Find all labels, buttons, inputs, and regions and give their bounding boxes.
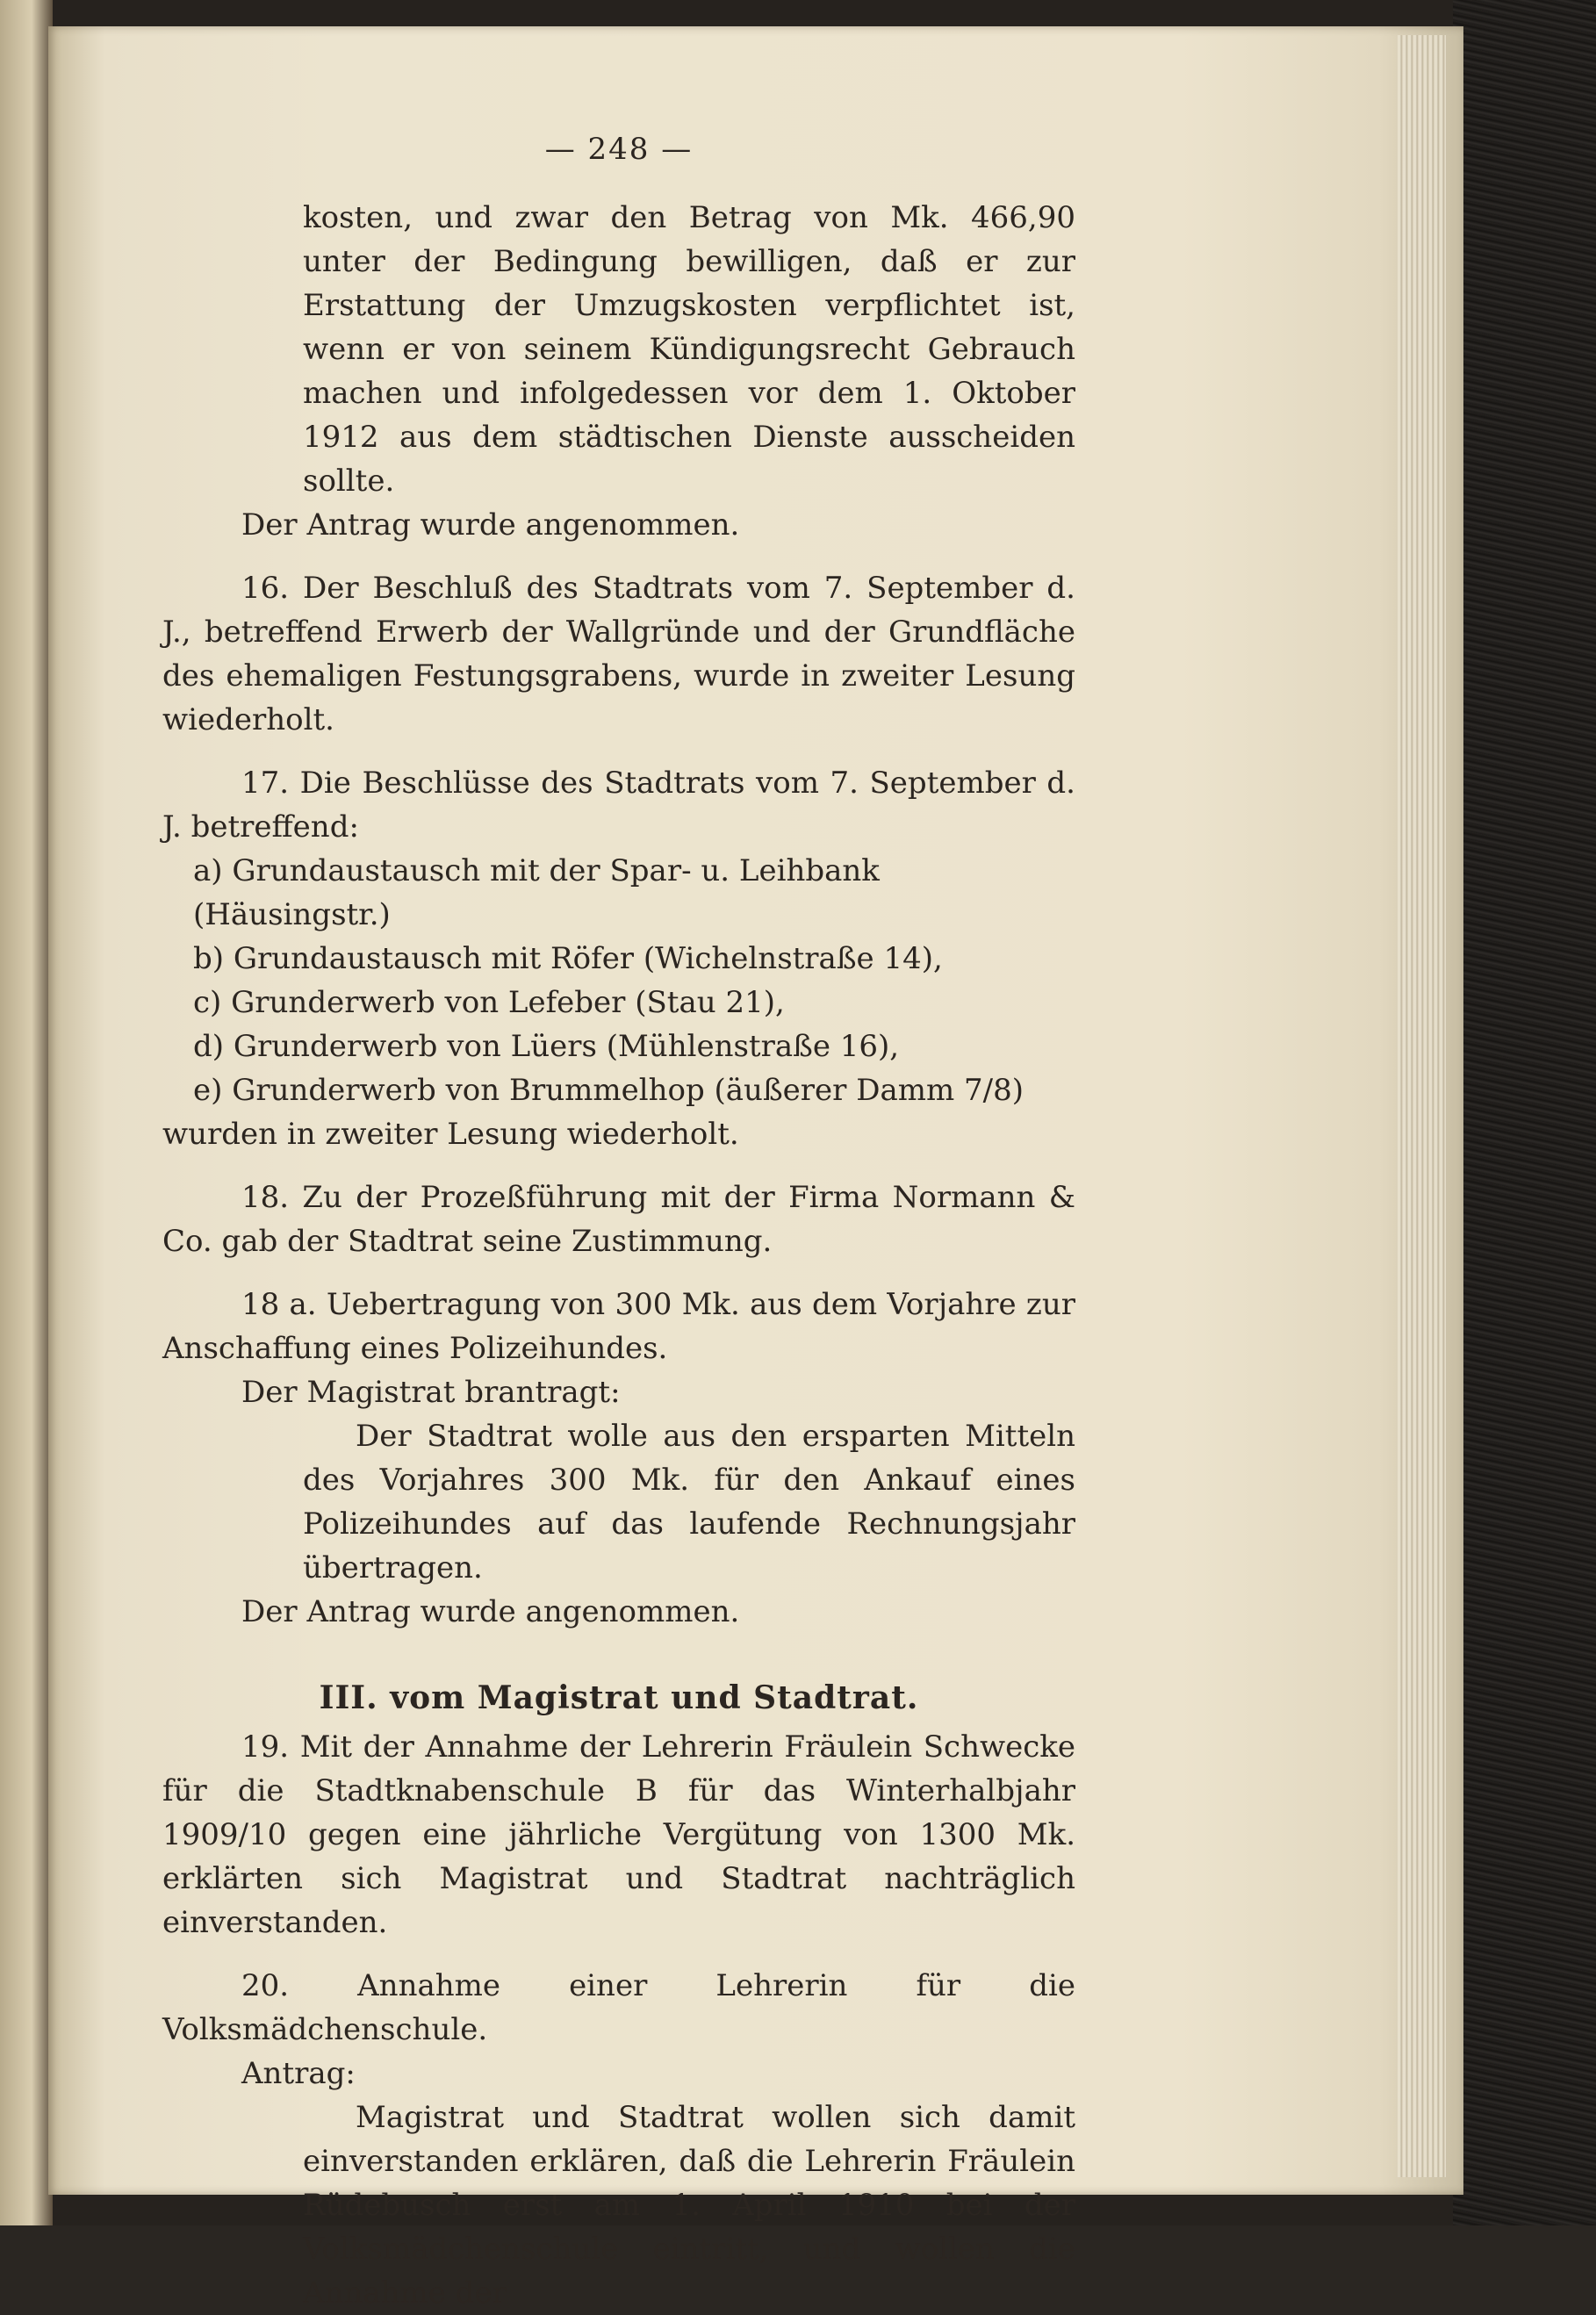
paragraph-20: 20. Annahme einer Lehrerin für die Volksmädchenschule. <box>162 1968 1075 2047</box>
paragraph-18: 18. Zu der Prozeßführung mit der Firma Normann & Co. gab der Stadtrat seine Zustimmung. <box>162 1180 1075 1259</box>
section-heading: III. vom Magistrat und Stadtrat. <box>319 1679 919 1716</box>
list-item: e) Grunderwerb von Brummelhop (äußerer Damm 7/8) <box>193 1073 1024 1108</box>
left-page-edge <box>0 0 53 2225</box>
paragraph-18a-result: Der Antrag wurde angenommen. <box>241 1594 740 1629</box>
paragraph-18a-antrag: Der Stadtrat wolle aus den ersparten Mitteln des Vorjahres 300 Mk. für den Ankauf eines Polizeihundes auf das laufende Rechnungsjahr übertragen. <box>303 1419 1075 1585</box>
list-item: b) Grundaustausch mit Röfer (Wichelnstraße 14), <box>193 941 943 976</box>
book-cover <box>1453 0 1596 2225</box>
paragraph-result: Der Antrag wurde angenommen. <box>241 507 740 543</box>
paragraph-20-label: Antrag: <box>241 2056 356 2091</box>
page-text <box>162 127 1075 2315</box>
list-item: a) Grundaustausch mit der Spar- u. Leihbank (Häusingstr.) <box>193 853 880 932</box>
paragraph-17-end: wurden in zweiter Lesung wiederholt. <box>162 1117 739 1152</box>
paragraph-18a-magistrat: Der Magistrat brantragt: <box>241 1375 621 1410</box>
list-item: d) Grunderwerb von Lüers (Mühlenstraße 16), <box>193 1029 900 1064</box>
page-stack-edge <box>1398 35 1446 2177</box>
paragraph-17: 17. Die Beschlüsse des Stadtrats vom 7. September d. J. betreffend: <box>162 766 1075 845</box>
paragraph-18a: 18 a. Uebertragung von 300 Mk. aus dem Vorjahre zur Anschaffung eines Polizeihundes. <box>162 1287 1075 1366</box>
page-number: — 248 — <box>544 132 694 167</box>
paragraph-16: 16. Der Beschluß des Stadtrats vom 7. September d. J., betreffend Erwerb der Wallgründe und der Grundfläche des ehemaligen Festungsgrabens, wurde in zweiter Lesung wiederholt. <box>162 571 1075 737</box>
paragraph-continuation: kosten, und zwar den Betrag von Mk. 466,90 unter der Bedingung bewilligen, daß er zur Erstattung der Umzugskosten verpflichtet ist, wenn er von seinem Kündigungsrecht Gebrauch machen und infolgedessen vor dem 1. Oktober 1912 aus dem städtischen Dienste ausscheiden sollte. <box>303 200 1075 499</box>
list-item: c) Grunderwerb von Lefeber (Stau 21), <box>193 985 785 1020</box>
paragraph-20-antrag: Magistrat und Stadtrat wollen sich damit einverstanden erklären, daß die Lehrerin Fräulein Rüdebusch erst am 1. April 1910 bei der Volksmädchenschule eintritt, und wollen die Annahme der <box>303 2100 1075 2311</box>
paragraph-19: 19. Mit der Annahme der Lehrerin Fräulein Schwecke für die Stadtknabenschule B für das Winterhalbjahr 1909/10 gegen eine jährliche Vergütung von 1300 Mk. erklärten sich Magistrat und Stadtrat nachträglich einverstanden. <box>162 1729 1075 1940</box>
